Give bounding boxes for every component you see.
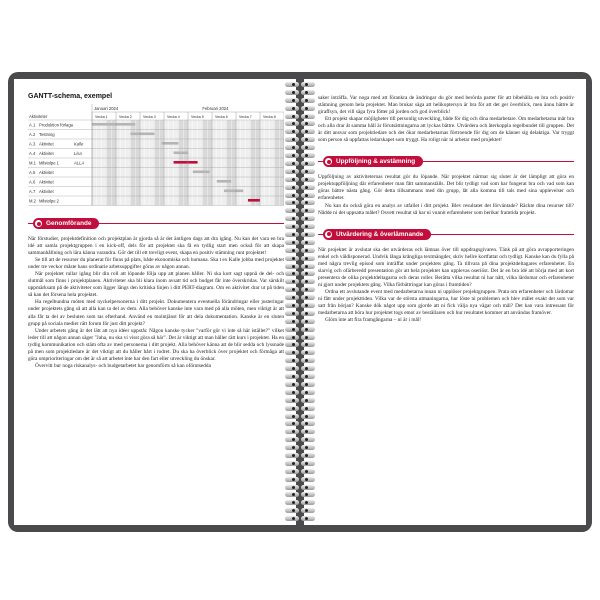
right-page	[304, 79, 586, 525]
gantt-chart	[28, 104, 284, 210]
paragraph: När projektet är avslutat ska det utvärderas och lämnas över till uppdragsgivaren. Tänk på att göra avrapporteringen enkel och väldisponerad. Undvik långa krångliga textmängder, skriv hellre kortfattat och tydligt. Kanske kan du fylla på med några trevlig episod som inträffat under projektets gång. Ta tillvara på dina projektdeltagares erfarenheter. En slarvig och ofärberedd presentation gör att hela projektet kan upplevas oseriöst. Det är en bra idé att börja med att kort presentera de olika projektdeltagarna och deras roller. Berätta vilka resultat ni har nått, vilka lärdomar och erfarenheter ni gjort under projektets gång. Vilka förbättringar kan göras i framtiden?	[318, 246, 574, 288]
gantt-day-cell	[246, 120, 251, 206]
spiral-ring	[285, 445, 315, 450]
spiral-ring	[285, 327, 315, 332]
gantt-week-label: Vecka 3	[143, 115, 156, 119]
spiral-ring	[285, 492, 315, 497]
paragraph: Ett projekt skapar möjligheter till personlig utveckling, både för dig och dina medarbetare. Om medarbetarna mår bra och alla drar åt samma håll är förutsättningarna att lyckas bättre. Utvärdera och återkoppla regelbundet till gruppen. Det är ditt ansvar som projektledare och det ökar medarbetarnas förtroende för dig om de känner sig delaktiga. Var tryggt som person så uppfattas ledarskapet som tryggt. Ha roligt när ni arbetar med projektet!	[318, 116, 574, 144]
spiral-ring	[285, 177, 315, 182]
intro-body	[318, 95, 574, 144]
paragraph: Övervitt bur noga riskanalys- och budgetarbetet har genomförts så kan oförutsedda	[35, 362, 211, 369]
spiral-ring	[285, 248, 315, 253]
spiral-ring	[285, 98, 315, 103]
spiral-ring	[285, 469, 315, 474]
gantt-day-cell	[236, 120, 241, 206]
spiral-ring	[285, 114, 315, 119]
spiral-ring	[285, 287, 315, 292]
gantt-row-owner: ALLA	[74, 160, 85, 166]
gantt-day-cell	[222, 120, 227, 206]
paragraph: Ha regelbundna möten med nyckelpersonerna i ditt projekt. Dokumentera eventuella förändringar eller justeringar under projektets gång så att alla kan ta del av dem. Alla behöver kanske inte vara med på alla möten, men viktigt är att alla får ta del av besluten som tas efterhand. Använd en molntjänst för att dela dokumentation. Kanske är en sluten grupp på sociala medier rätt forum för just ditt projekt?	[28, 299, 284, 327]
gantt-day-cell	[102, 120, 107, 206]
spiral-ring	[285, 90, 315, 95]
spiral-ring	[285, 185, 315, 190]
spiral-ring	[285, 508, 315, 513]
paragraph: När förstudier, projektdefinition och projektplan är gjorda så är det äntligen dags att dra igång. Nu kan det vara en bra idé att samla projektgruppen i en kick-off, dels för att projektet ska få en tydlig start men också för att skapa sammanhållning och lära känna varandra. Gör det till ett trevligt event, skapa en positiv stämning runt projektet!	[28, 236, 284, 257]
spiral-ring	[285, 358, 315, 363]
gantt-week-label: Vecka 5	[191, 115, 204, 119]
spiral-ring	[285, 216, 315, 221]
gantt-row-code: M.1	[29, 160, 36, 166]
spiral-ring	[285, 453, 315, 458]
gantt-task-bar	[193, 171, 210, 174]
gantt-day-cell	[260, 120, 265, 206]
spiral-ring	[285, 429, 315, 434]
gantt-day-cell	[159, 120, 164, 206]
gantt-week-label: Vecka 2	[119, 115, 132, 119]
gantt-week-label: Vecka 8	[263, 115, 276, 119]
section-title: Uppföljning & avstämning	[336, 158, 416, 166]
gantt-day-cell	[279, 120, 284, 206]
gantt-title: GANTT-schema, exempel	[28, 93, 113, 100]
paragraph: saker inträffa. Var noga med att förankra de ändringar du gör med berörda parter för att bibehålla en bra och positiv stämning genom hela projektet. Man brukar säga att helikoptersyn är bra för att det ger överblick, men ännu bättre är giraffsyn, det vill säga fyra fötter på jorden och god överblick!	[318, 95, 574, 116]
gantt-day-cell	[97, 120, 102, 206]
spiral-ring	[285, 414, 315, 419]
spiral-ring	[285, 311, 315, 316]
spiral-ring	[285, 421, 315, 426]
spiral-ring	[285, 485, 315, 490]
gantt-day-cell	[164, 120, 169, 206]
gantt-column-header: Aktiviteter	[29, 114, 48, 119]
spiral-ring	[285, 303, 315, 308]
bullet-icon	[325, 158, 332, 165]
spiral-ring	[285, 264, 315, 269]
gantt-row-code: M.2	[29, 198, 36, 204]
spiral-ring	[285, 319, 315, 324]
gantt-row-code: A.2	[29, 131, 36, 137]
paragraph: Under arbetets gång är det lätt att nya idéer uppstår. Någon kanske tycker "varför gör vi inte så här istället?" vilket leder till att någon annan säger "Jaha, nu ska vi visst göra så här". Det är viktigt att man håller rätt kurs i projektet. Ha en tydlig kommunikation och stäm ofta av med personerna i ditt projekt. Alla behöver känna att de blir sedda och lyssnade på men som projektledare är det viktigt att du håller hårt i rodret. Du ska ha överblick över projektet och förmåga att göra omprioriteringar om det är så att arbetet inte har den fart eller utveckling du önskar.	[28, 327, 284, 362]
gantt-day-cell	[226, 120, 231, 206]
gantt-row-name: Aktivitet	[39, 150, 54, 156]
gantt-row-name: Aktivitet	[39, 188, 54, 194]
gantt-row-name: Produktion förlaga	[39, 122, 73, 128]
gantt-week-label: Vecka 7	[239, 115, 252, 119]
gantt-row-name: Aktivitet	[39, 169, 54, 175]
spiral-ring	[285, 461, 315, 466]
gantt-row-code: A.7	[29, 188, 36, 194]
spiral-ring	[285, 477, 315, 482]
left-page	[14, 79, 296, 525]
spiral-ring	[285, 500, 315, 505]
spiral-ring	[285, 106, 315, 111]
gantt-day-cell	[207, 120, 212, 206]
spiral-ring	[285, 200, 315, 205]
paragraph: Se till att de resurser du planerat för finns på plats, både ekonomiska och humana. Ska t ex Kalle jobba med projektet under tre veckor måste hans ordinarie arbetsuppgifter göras av någon annan.	[28, 257, 284, 271]
spiral-ring	[285, 390, 315, 395]
spiral-ring	[285, 169, 315, 174]
gantt-day-cell	[154, 120, 159, 206]
spiral-ring	[285, 516, 315, 521]
section-pill	[33, 218, 99, 229]
gantt-task-bar	[130, 133, 154, 136]
gantt-day-cell	[116, 120, 121, 206]
gantt-milestone-bar	[248, 199, 260, 202]
gantt-task-bar	[224, 190, 243, 193]
section-body	[28, 236, 284, 370]
section-body	[318, 174, 574, 216]
paragraph: Nu kan du också göra en analys av utfallet i ditt projekt. Blev resultatet det förväntade? Räckte dina resurser till? Nådde ni det uppsatta målet? Osvett resultat så har ni vunnit erfarenheter som berikar framtida projekt.	[318, 202, 574, 216]
spiral-ring	[285, 437, 315, 442]
gantt-day-cell	[270, 120, 275, 206]
gantt-week-label: Vecka 1	[95, 115, 108, 119]
spiral-ring	[285, 279, 315, 284]
section-title: Utvärdering & överlämnande	[336, 230, 424, 238]
spiral-ring	[285, 129, 315, 134]
gantt-day-cell	[121, 120, 126, 206]
gantt-row-name: Milstolpe 2	[39, 198, 60, 204]
spiral-binding	[285, 82, 315, 524]
spiral-ring	[285, 82, 315, 87]
gantt-day-cell	[217, 120, 222, 206]
spiral-ring	[285, 224, 315, 229]
gantt-row-code: A.4	[29, 150, 36, 156]
gantt-day-cell	[231, 120, 236, 206]
section-pill	[323, 156, 423, 167]
spiral-ring	[285, 256, 315, 261]
paragraph: När projektet rullar igång blir din roll att löpande följa upp att planen håller. Ni ska kort sagt uppnå de del- och slutmål som finns i projektplanen. Aktiviteter ska bli klara inom avsatt tid och budget får inte överskridas. Var särskilt uppmärksam på de aktiviteter som ligger längs den kritiska linjen i ditt PERT-diagram. Om en aktivitet drar ut på tiden så kan det försena hela projektet.	[28, 271, 284, 299]
spiral-ring	[285, 335, 315, 340]
section-body	[318, 247, 574, 325]
spiral-ring	[285, 350, 315, 355]
gantt-row-code: A.3	[29, 141, 36, 147]
spiral-ring	[285, 193, 315, 198]
gantt-day-cell	[92, 120, 97, 206]
paragraph: Ordna ett avslutande event med medarbetarna innan ni upplöser projektgruppen. Prata om erfarenheter och lärdomar ni fått under projekttiden. Vilka var de största utmaningarna, hur löste ni problemen och blev målet exakt det som var satt från början? Kanske dök något upp som gjorde att ni fick välja nya vägar och mål? Det kan vara intressant för medarbetarna att höra hur projektet togs emot av beställaren och hur resultatet kommer att användas framöver.	[318, 288, 574, 317]
gantt-day-cell	[212, 120, 217, 206]
gantt-week-label: Vecka 6	[215, 115, 228, 119]
gantt-row-name: Milstolpe 1	[39, 160, 60, 166]
gantt-day-cell	[255, 120, 260, 206]
spiral-ring	[285, 342, 315, 347]
gantt-row-owner: Kalle	[74, 141, 84, 147]
spiral-ring	[285, 153, 315, 158]
gantt-day-cell	[126, 120, 131, 206]
paragraph: Uppföljning av aktiviteternas resultat gör du löpande. När projektet närmar sig slutet är det lämpligt att göra en projektuppföljning där erfarenheter man fått sammanställs. Det blir tydligt vad som har fungerat bra och vad som kan göras bättre nästa gång. Gör detta tillsammans med din grupp, låt alla komma till tals med sina upplevelser och erfarenheter.	[318, 174, 574, 202]
spiral-ring	[285, 137, 315, 142]
gantt-row-owner: Lisa	[74, 150, 82, 156]
gantt-task-bar	[217, 180, 231, 183]
section-heading-genomforande	[28, 218, 284, 229]
spiral-ring	[285, 382, 315, 387]
spiral-ring	[285, 145, 315, 150]
section-pill	[323, 229, 431, 240]
spiral-ring	[285, 406, 315, 411]
spiral-ring	[285, 271, 315, 276]
gantt-row-name: Aktivitet	[39, 179, 54, 185]
gantt-day-cell	[202, 120, 207, 206]
section-heading-utvardering	[318, 229, 574, 240]
gantt-day-cell	[106, 120, 111, 206]
section-title: Genomförande	[46, 220, 92, 227]
gantt-row-code: A.5	[29, 169, 36, 175]
gantt-week-label: Vecka 4	[167, 115, 180, 119]
gantt-day-cell	[198, 120, 203, 206]
spiral-ring	[285, 161, 315, 166]
section-heading-uppfoljning	[318, 156, 574, 167]
bullet-icon	[35, 220, 42, 227]
gantt-task-bar	[174, 152, 188, 155]
gantt-month-label: Januari 2024	[94, 106, 119, 111]
spiral-ring	[285, 121, 315, 126]
gantt-month-label: Februari 2024	[202, 106, 229, 111]
gantt-row-code: A.6	[29, 179, 36, 185]
paragraph: Glöm inte att fira framgångarna – ni är i mål!	[325, 317, 422, 324]
gantt-day-cell	[111, 120, 116, 206]
gantt-day-cell	[250, 120, 255, 206]
gantt-row-name: Testning	[39, 131, 55, 137]
spiral-ring	[285, 374, 315, 379]
bullet-icon	[325, 231, 332, 238]
gantt-day-cell	[241, 120, 246, 206]
gantt-milestone-bar	[174, 161, 198, 164]
spiral-ring	[285, 398, 315, 403]
spiral-ring	[285, 232, 315, 237]
spiral-ring	[285, 366, 315, 371]
gantt-row-code: A.1	[29, 122, 36, 128]
gantt-day-cell	[265, 120, 270, 206]
gantt-day-cell	[169, 120, 174, 206]
gantt-task-bar	[92, 123, 135, 126]
spiral-ring	[285, 295, 315, 300]
spiral-ring	[285, 240, 315, 245]
gantt-row-name: Aktivitet	[39, 141, 54, 147]
gantt-day-cell	[274, 120, 279, 206]
spiral-ring	[285, 208, 315, 213]
